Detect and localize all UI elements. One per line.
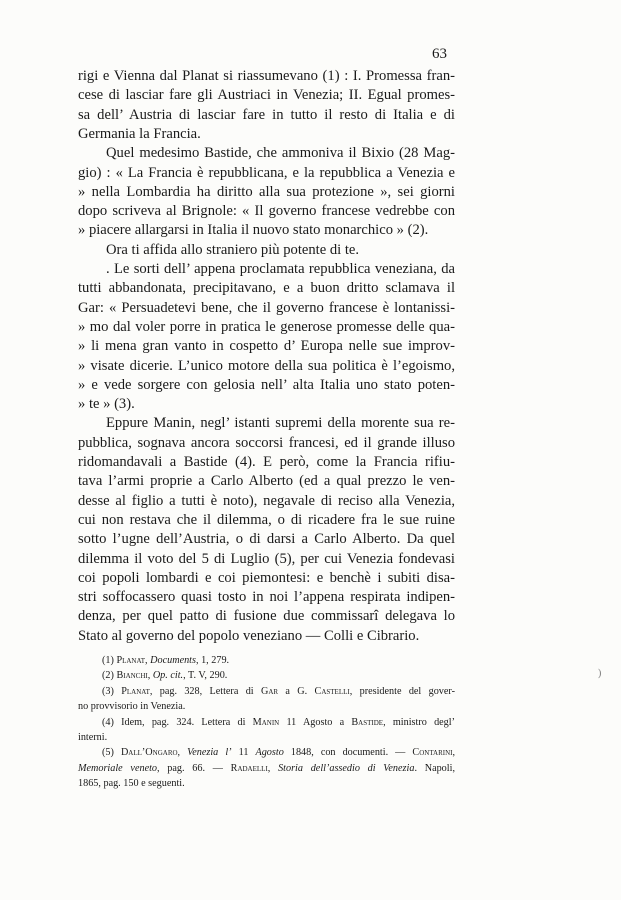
body-line: Ora ti affida allo straniero più potente di te. [106, 241, 360, 258]
footnote-text: , [145, 655, 151, 666]
footnote-text: . Napoli, [414, 762, 455, 774]
footnote-text: , [267, 762, 279, 774]
body-line: » e vede sorgere con gelosia nell’ alta Italia uno stato poten- [78, 376, 455, 393]
body-line: Stato al governo del popolo veneziano — Colli e Cibrario. [78, 627, 420, 644]
scan-mark: ) [598, 668, 602, 679]
body-line: » piacere allargarsi in Italia il nuovo stato monarchico » (2). [78, 222, 429, 239]
footnote-line [78, 700, 455, 713]
body-line: » nella Lombardia ha diritto alla sua protezione », sei giorni [78, 183, 455, 200]
footnote-text: (2) [102, 670, 117, 682]
footnote-text: (3) [102, 685, 122, 697]
body-line: cese di lasciar fare gli Austriaci in Venezia; II. Egual promes- [78, 87, 455, 104]
body-line: Quel medesimo Bastide, che ammoniva il Bixio (28 Mag- [106, 145, 455, 162]
body-line: ridomandavali a Bastide (4). E però, come la Francia rifiu- [78, 454, 455, 470]
body-line: tava l’armi proprie a Carlo Alberto (ed a qual prezzo le ven- [78, 473, 455, 490]
footnote-text: Dall’Ongaro [120, 747, 178, 759]
body-line: Eppure Manin, negl’ istanti supremi della morente sua re- [106, 415, 455, 432]
footnote-text: , [452, 747, 456, 759]
footnote-text: Bianchi [116, 670, 148, 682]
body-line: cui non restava che il dilemma, o di ricadere fra le sue ruine [78, 511, 455, 528]
body-line: sa dell’ Austria di lasciar fare in tutto il resto di Italia e di [78, 106, 455, 123]
footnote-text: Planat [116, 655, 146, 666]
footnote-text: 11 [231, 747, 256, 759]
body-line: dopo scriveva al Brignole: « Il governo francese vedrebbe con [78, 203, 455, 220]
body-line: » li mena gran vanto in cospetto d’ Europa nelle sue improv- [78, 338, 455, 355]
footnote-line [78, 731, 455, 744]
footnote-text: Planat [121, 685, 150, 697]
body-line: gio) : « La Francia è repubblicana, e la repubblica a Venezia e [78, 164, 455, 181]
footnote-text: , 1, 279. [195, 655, 230, 666]
footnote-text: Radaelli [230, 762, 268, 774]
footnote-line [102, 746, 455, 759]
footnote-text: (1) [102, 655, 117, 666]
footnote-text: , [147, 670, 153, 682]
footnote-line [102, 685, 455, 698]
footnote-text: Gar [260, 685, 279, 697]
footnote-text: Memoriale veneto [78, 762, 158, 774]
body-line: coi popoli lombardi e coi piemontesi: e benchè i subiti disa- [78, 569, 455, 586]
footnote-text: Op. cit. [152, 670, 184, 682]
body-line: stri soffocassero quasi tosto in noi l’appena respirata indipen- [78, 589, 455, 606]
footnote-text: , pag. 66. — [157, 762, 231, 774]
footnote-text: Manin [252, 716, 280, 728]
footnote-text: 11 Agosto a [279, 716, 352, 728]
footnote-text: 1865, pag. 150 e seguenti. [78, 778, 185, 790]
footnote-text: (5) [102, 747, 121, 759]
footnote-text: Documents [150, 655, 196, 666]
footnote-text: , pag. 328, Lettera di [149, 685, 261, 697]
footnote-text: Contarini [412, 747, 453, 759]
footnote-line [78, 777, 455, 790]
footnote-text: Venezia l’ [187, 747, 232, 759]
body-line: Gar: « Persuadetevi bene, che il governo francese è lontanissi- [78, 299, 455, 316]
body-line: pubblica, sognava ancora soccorsi francesi, ed il grande illuso [78, 434, 455, 451]
footnote-text: interni. [78, 732, 108, 743]
footnote-line [102, 669, 455, 682]
footnote-text: , presidente del gover- [349, 685, 455, 697]
body-line: » te » (3). [78, 396, 135, 413]
body-line: denza, per quel patto di fusione due commissarî delegava lo [78, 608, 455, 625]
footnote-text: Agosto [255, 747, 284, 759]
body-line: dilemma il voto del 5 di Luglio (5), per cui Venezia fondevasi [78, 550, 455, 567]
footnote-text: Storia dell’assedio di Venezia [278, 762, 415, 774]
footnote-text: 1848, con documenti. — [283, 747, 413, 759]
body-line: sotto l’ugne dell’Austria, o di darsi a Carlo Alberto. Da quel [78, 531, 455, 548]
footnote-text: , ministro degl’ [383, 716, 455, 728]
footnote-text: , [177, 747, 188, 759]
footnote-line [102, 716, 455, 729]
body-line: rigi e Vienna dal Planat si riassumevano (1) : I. Promessa fran- [78, 68, 455, 84]
footnote-text: , T. V, 290. [183, 670, 228, 682]
footnote-text: no provvisorio in Venezia. [78, 701, 186, 713]
footnote-text: a G. [278, 685, 315, 697]
footnote-line [102, 654, 455, 667]
page-number: 63 [432, 46, 447, 62]
body-line: Germania la Francia. [78, 125, 201, 142]
footnote-line [78, 762, 455, 775]
footnote-text: (4) Idem, pag. 324. Lettera di [102, 716, 253, 728]
body-line: . Le sorti dell’ appena proclamata repubblica veneziana, da [106, 261, 455, 277]
body-line: desse al figlio a tutti è noto), negavale di reciso alla Venezia, [78, 492, 455, 509]
footnote-text: Bastide [351, 716, 384, 728]
body-line: tutti abbandonata, precipitavano, e a buon dritto sclamava il [78, 280, 455, 297]
body-line: » visate dicerie. L’unico motore della sua politica è l’egoismo, [78, 357, 455, 374]
body-line: » mo dal voler porre in pratica le generose promesse delle qua- [78, 318, 455, 335]
footnote-text: Castelli [314, 685, 350, 697]
